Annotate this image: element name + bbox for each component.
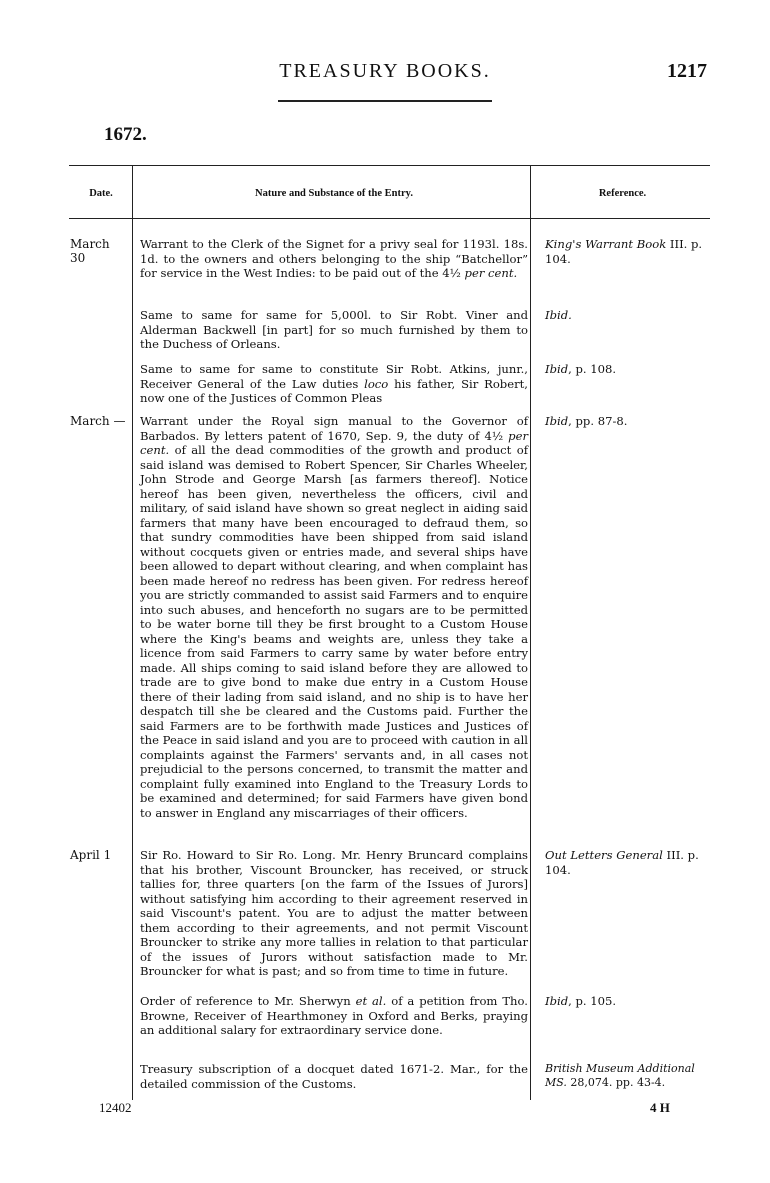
- entry-text: [140, 237, 528, 281]
- entry-text-italic: per cent.: [464, 266, 518, 280]
- entry-date: April 1: [70, 848, 112, 862]
- entry-text-italic: per cent.: [140, 428, 528, 457]
- entry-reference: [545, 414, 715, 429]
- entry-text-part: of a petition from Tho. Browne, Receiver of Hearthmoney in Oxford and Berks, praying an additional salary for extraordinary service done.: [140, 994, 528, 1037]
- entry-reference: [545, 362, 715, 377]
- table-top-rule: [69, 165, 710, 166]
- entry-text-part: Treasury subscription of a docquet dated 1671-2. Mar., for the detailed commission of the Customs.: [140, 1062, 528, 1091]
- entry-text: [140, 1062, 528, 1091]
- reference-column-header: Reference.: [598, 188, 647, 199]
- reference-page: , p. 105.: [568, 994, 617, 1008]
- entry-reference: [545, 1062, 715, 1089]
- entry-text: [140, 994, 528, 1038]
- reference-column-divider: [530, 165, 531, 1100]
- reference-title: Ibid: [545, 994, 569, 1008]
- title-rule: [278, 100, 492, 102]
- reference-title: King's Warrant Book: [545, 237, 667, 251]
- entry-reference: [545, 994, 715, 1009]
- year-heading: 1672.: [104, 124, 147, 145]
- reference-page: III. p. 104.: [545, 848, 699, 877]
- entry-text: [140, 308, 528, 352]
- reference-page: III. p. 104.: [545, 237, 703, 266]
- reference-title: Ibid: [545, 362, 569, 376]
- entry-date: March —: [70, 414, 126, 428]
- entry-text-part: Warrant under the Royal sign manual to the Governor of Barbados. By letters patent of 1670, Sep. 9, the duty of 4½: [140, 414, 528, 443]
- reference-title: Out Letters General: [545, 848, 663, 862]
- entry-text-part: of all the dead commodities of the growth and product of said island was demised to Robert Spencer, Sir Charles Wheeler, John Strode and George Marsh [as farmers thereof]. Notice hereof has been given, nevertheless the officers, civil and military, of said island have shown so great neglect in aiding said farmers that many have been encouraged to defraud them, so that sundry commodities have been shipped from said island without cocquets given or entries made, and several ships have been allowed to depart without clearing, and when complaint has been made hereof no redress has been given. For redress hereof you are strictly commanded to assist said Farmers and to enquire into such abuses, and henceforth no sugars are to be permitted to be water borne till they be first brought to a Custom House where the King's beams and weights are, unless they take a licence from said Farmers to carry same by water before entry made. All ships coming to said island before they are allowed to trade are to give bond to make due entry in a Custom House there of their lading from said island, and no ship is to have her despatch till she be cleared and the Customs paid. Further the said Farmers are to be forthwith made Justices and Justices of the Peace in said island and you are to proceed with caution in all complaints against the Farmers' servants and, in all cases not prejudicial to the persons concerned, to transmit the matter and complaint fully examined into England to the Treasury Lords to be examined and determined; for said Farmers have given bond to answer in England any miscarriages of their officers.: [140, 443, 528, 820]
- date-column-header: Date.: [89, 188, 113, 199]
- reference-title: Ibid.: [545, 308, 572, 322]
- date-column-divider: [132, 165, 133, 1100]
- reference-page: , p. 108.: [568, 362, 617, 376]
- entry-text-part: Same to same for same for 5,000l. to Sir Robt. Viner and Alderman Backwell [in part] for so much furnished by them to the Duchess of Orleans.: [140, 308, 528, 351]
- gathering-mark: 4 H: [650, 1100, 670, 1115]
- reference-page: 28,074. pp. 43-4.: [566, 1075, 666, 1089]
- nature-column-header: Nature and Substance of the Entry.: [255, 188, 413, 199]
- entry-date: March 30: [70, 237, 110, 265]
- reference-page: , pp. 87-8.: [568, 414, 628, 428]
- entry-text: [140, 848, 528, 979]
- entry-text-part: his father, Sir Robert, now one of the Justices of Common Pleas: [140, 376, 528, 405]
- entry-text: [140, 362, 528, 406]
- entry-text-part: Same to same for same to constitute Sir Robt. Atkins, junr., Receiver General of the Law duties: [140, 362, 528, 391]
- entry-text: [140, 414, 528, 820]
- entry-text-part: Sir Ro. Howard to Sir Ro. Long. Mr. Henry Bruncard complains that his brother, Viscount Brouncker, has received, or struck tallies for, three quarters [on the farm of the Issues of Jurors] without satisfying him according to their agreement reserved in said Viscount's patent. You are to adjust the matter between them according to their agreements, and not permit Viscount Brouncker to strike any more tallies in relation to that particular of the issues of Jurors without satisfaction made to Mr. Brouncker for what is past; and so from time to time in future.: [140, 848, 528, 978]
- entry-text-part: Warrant to the Clerk of the Signet for a privy seal for 1193l. 18s. 1d. to the owners and others belonging to the ship “Batchellor” for service in the West Indies: to be paid out of the 4½: [140, 237, 528, 280]
- running-title: TREASURY BOOKS.: [279, 60, 491, 82]
- entry-reference: [545, 848, 715, 877]
- entry-text-italic: et al.: [355, 994, 387, 1008]
- table-header-rule: [69, 218, 710, 219]
- entry-reference: [545, 308, 715, 323]
- entry-text-part: Order of reference to Mr. Sherwyn: [140, 994, 356, 1008]
- reference-title: Ibid: [545, 414, 569, 428]
- entry-reference: [545, 237, 715, 266]
- page-number: 1217: [667, 60, 707, 82]
- entry-text-italic: loco: [364, 376, 389, 391]
- reference-title: British Museum Additional MS.: [545, 1062, 695, 1089]
- printer-signature: 12402: [99, 1100, 132, 1115]
